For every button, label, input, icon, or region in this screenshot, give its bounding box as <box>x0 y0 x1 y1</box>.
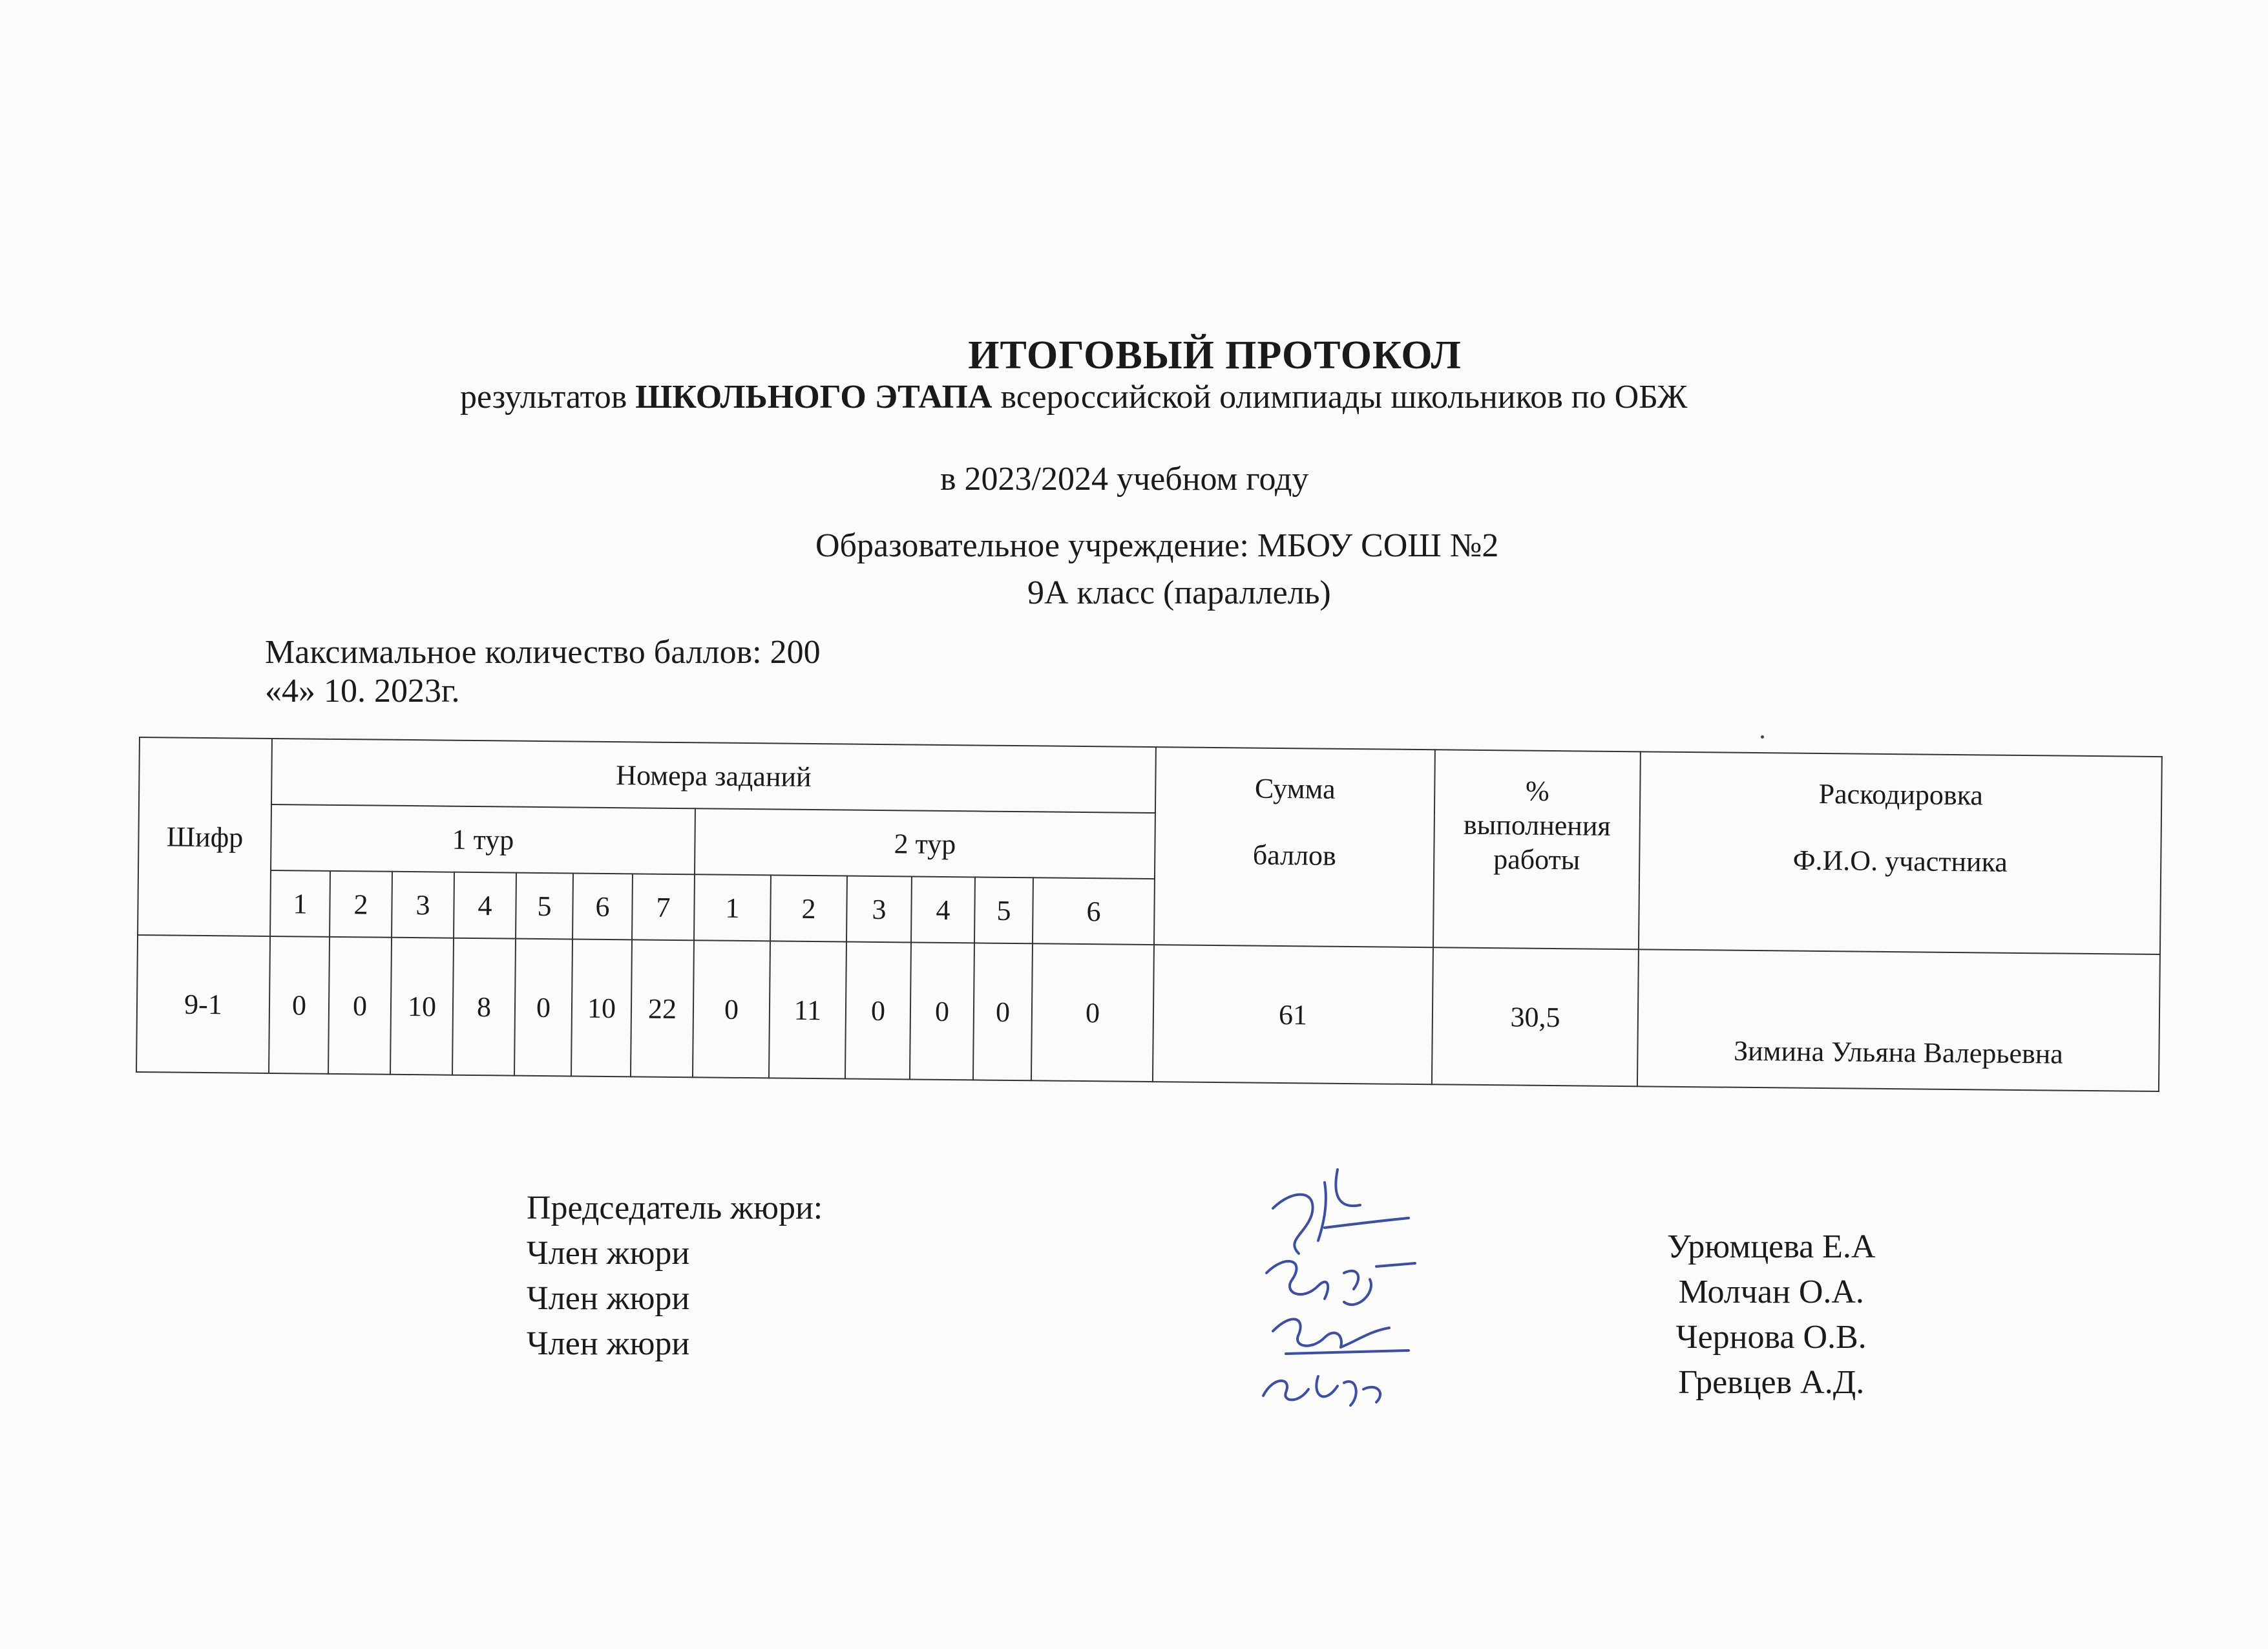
tasks-header: Номера заданий <box>271 739 1156 813</box>
round2-score: 0 <box>973 943 1033 1080</box>
handwritten-signatures <box>1247 1163 1467 1422</box>
round1-score: 8 <box>452 938 516 1076</box>
score-percent: 30,5 <box>1432 947 1639 1086</box>
round2-score: 11 <box>769 941 846 1078</box>
round2-header: 2 тур <box>695 808 1155 879</box>
signature-strokes <box>1247 1163 1467 1422</box>
round2-task-number: 3 <box>846 876 912 943</box>
round1-score: 0 <box>328 937 392 1075</box>
score-sum: 61 <box>1153 945 1433 1084</box>
results-table <box>136 737 2163 1092</box>
round1-score: 0 <box>514 939 572 1077</box>
subtitle-prefix: результатов <box>460 379 627 415</box>
round1-header: 1 тур <box>271 804 695 874</box>
round1-score: 0 <box>269 936 330 1074</box>
round2-task-number: 6 <box>1033 877 1155 945</box>
decode-header <box>1639 751 2162 954</box>
round2-score: 0 <box>845 942 911 1080</box>
max-score: Максимальное количество баллов: 200 <box>265 634 821 671</box>
round1-task-number: 7 <box>632 874 695 940</box>
round1-task-number: 3 <box>392 872 454 938</box>
round1-task-number: 6 <box>572 873 633 940</box>
round1-score: 10 <box>390 938 454 1075</box>
jury-role: Член жюри <box>527 1280 690 1317</box>
decode-header-line2: Ф.И.О. участника <box>1792 844 2008 878</box>
round1-task-number: 1 <box>270 870 330 937</box>
school-name: Образовательное учреждение: МБОУ СОШ №2 <box>815 527 1499 564</box>
percent-header-line1: % <box>1525 775 1549 807</box>
participant-name: Зимина Ульяна Валерьевна <box>1637 949 2160 1091</box>
sum-header <box>1154 747 1435 947</box>
results-table-wrap <box>136 737 2161 1092</box>
round2-score: 0 <box>910 942 974 1080</box>
percent-header-line3: работы <box>1493 843 1580 876</box>
round2-task-number: 1 <box>694 874 771 941</box>
percent-header-line2: выполнения <box>1463 808 1611 842</box>
jury-member-name: Чернова О.В. <box>1675 1319 1867 1356</box>
jury-member-name: Молчан О.А. <box>1678 1274 1864 1310</box>
round1-score: 22 <box>631 940 694 1077</box>
subtitle-suffix: всероссийской олимпиады школьников по ОБЖ <box>1000 379 1688 415</box>
jury-role: Председатель жюри: <box>527 1190 823 1226</box>
round1-task-number: 2 <box>330 871 392 938</box>
round2-task-number: 2 <box>770 875 847 941</box>
round1-score: 10 <box>571 939 632 1077</box>
jury-names <box>1667 1224 1876 1405</box>
jury-member-name: Урюмцева Е.А <box>1667 1228 1876 1265</box>
round1-task-number: 4 <box>454 872 516 939</box>
scan-speck <box>1761 735 1764 739</box>
table-row <box>136 935 2160 1091</box>
protocol-date: «4» 10. 2023г. <box>265 673 460 709</box>
round2-task-number: 4 <box>911 876 975 943</box>
jury-member-name: Гревцев А.Д. <box>1678 1364 1865 1401</box>
sum-header-line1: Сумма <box>1254 772 1336 805</box>
academic-year: в 2023/2024 учебном году <box>940 461 1309 498</box>
percent-header <box>1433 750 1641 949</box>
jury-role: Член жюри <box>527 1325 690 1362</box>
document-subtitle <box>460 378 1687 416</box>
jury-role: Член жюри <box>527 1235 690 1272</box>
participant-code: 9-1 <box>136 935 270 1073</box>
round1-task-number: 5 <box>516 873 573 940</box>
decode-header-line1: Раскодировка <box>1818 777 1984 812</box>
round2-score: 0 <box>1031 943 1154 1082</box>
subtitle-bold: ШКОЛЬНОГО ЭТАПА <box>635 379 992 415</box>
class-label: 9А класс (параллель) <box>1027 574 1331 611</box>
round2-task-number: 5 <box>974 877 1033 943</box>
round2-score: 0 <box>693 940 770 1078</box>
jury-roles <box>527 1186 823 1367</box>
document-title: ИТОГОВЫЙ ПРОТОКОЛ <box>968 333 1462 377</box>
code-header: Шифр <box>138 737 272 936</box>
sum-header-line2: баллов <box>1252 839 1337 872</box>
